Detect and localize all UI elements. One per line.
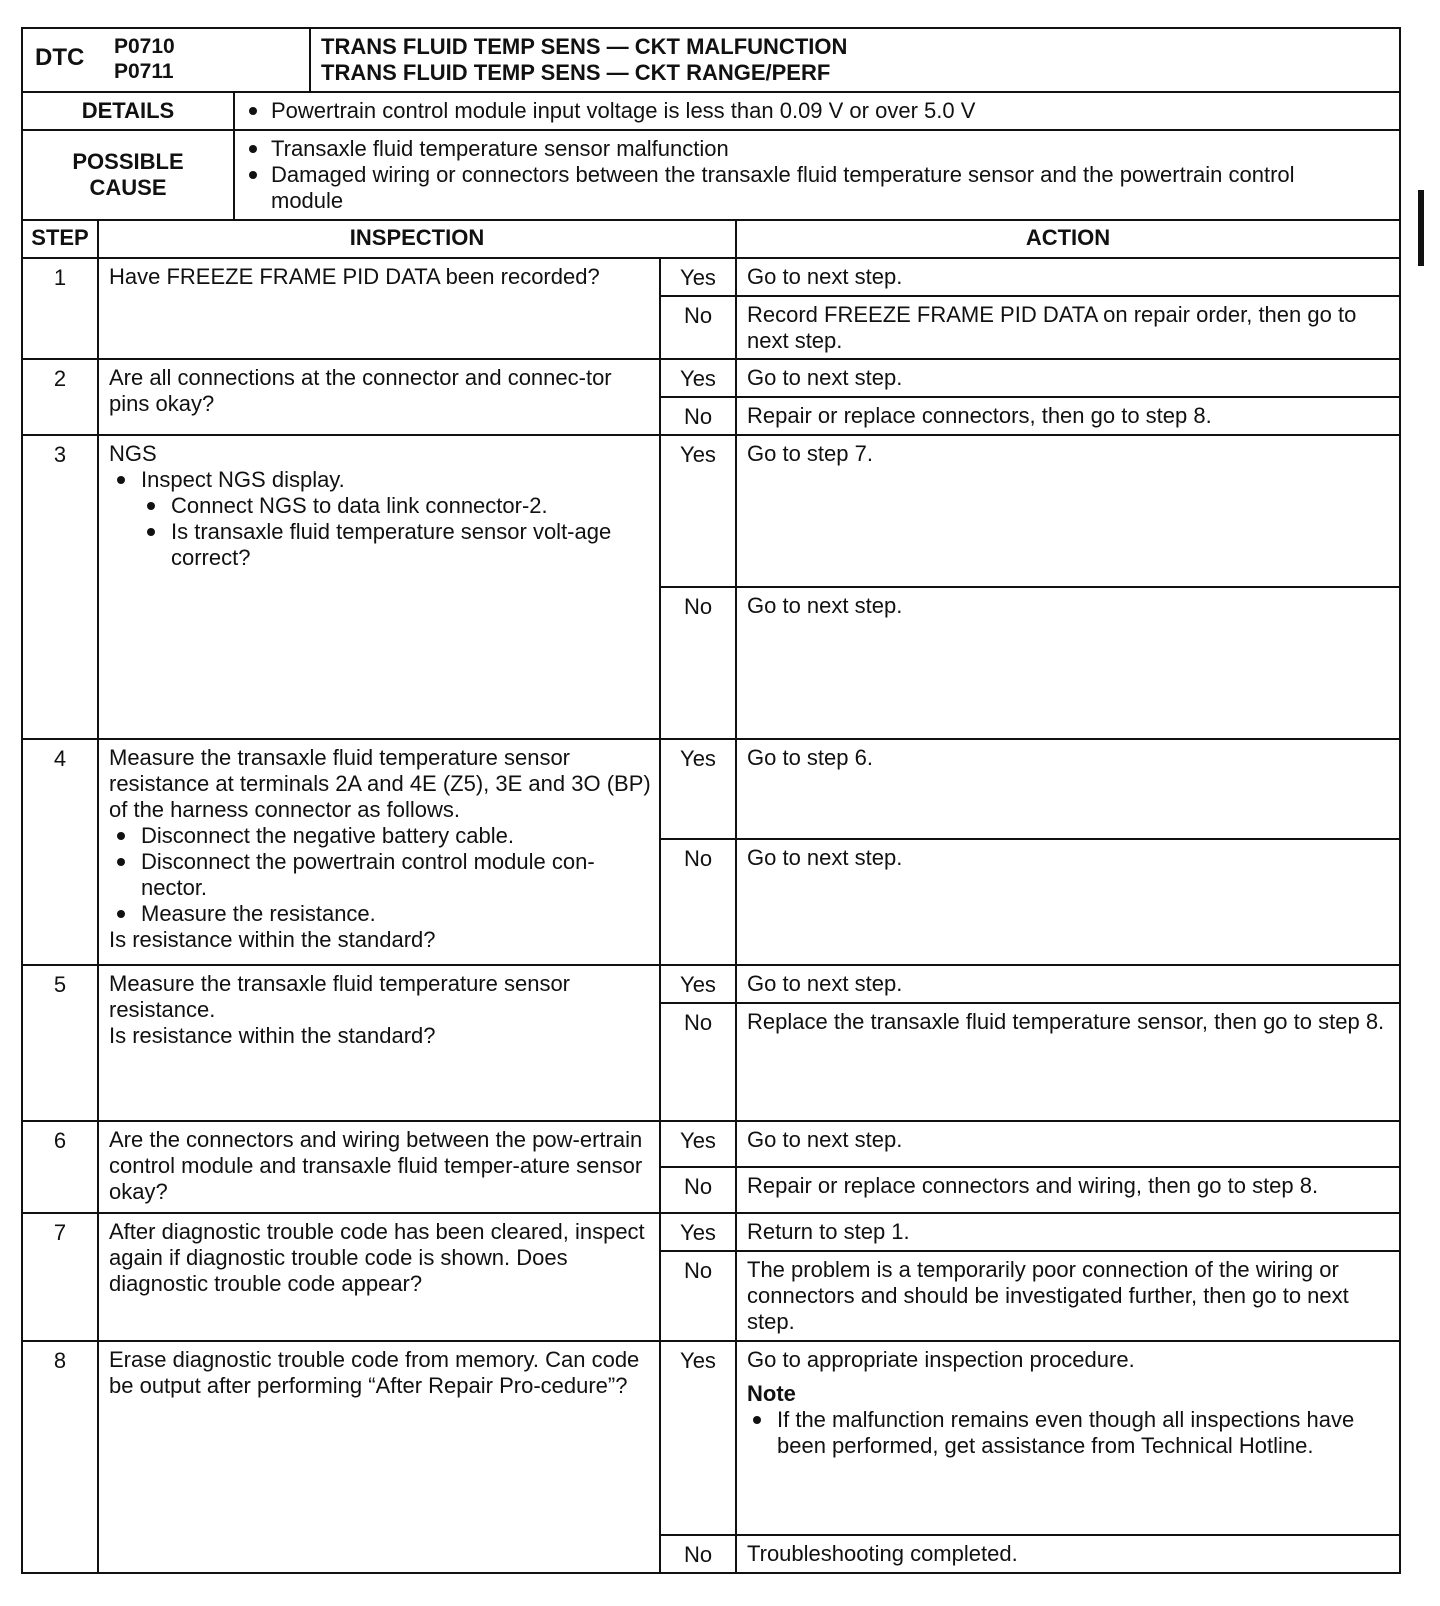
step-number: 3 [22, 435, 98, 739]
details-row [22, 92, 1400, 130]
yes-action: Go to next step. [736, 258, 1400, 296]
inspection-bullet: Inspect NGS display. [109, 467, 651, 493]
possible-cause-row [22, 130, 1400, 220]
no-label: No [660, 397, 736, 435]
inspection-bullet: Disconnect the negative battery cable. [109, 823, 651, 849]
no-action: Troubleshooting completed. [736, 1535, 1400, 1573]
step-number: 1 [22, 258, 98, 359]
step-number: 7 [22, 1213, 98, 1341]
inspection-question: Is resistance within the standard? [109, 1023, 436, 1048]
step-number: 2 [22, 359, 98, 435]
yes-action-text: Go to appropriate inspection procedure. [747, 1347, 1135, 1372]
possible-cause-item: Transaxle fluid temperature sensor malfunction [235, 136, 1359, 162]
details-item: Powertrain control module input voltage is less than 0.09 V or over 5.0 V [235, 98, 1399, 124]
steps-header-row [22, 220, 1400, 258]
possible-cause-item: Damaged wiring or connectors between the transaxle fluid temperature sensor and the powertrain control module [235, 162, 1359, 214]
no-action: The problem is a temporarily poor connection of the wiring or connectors and should be investigated further, then go to next step. [736, 1251, 1400, 1341]
dtc-header-table [21, 27, 1401, 221]
dtc-titles [310, 28, 1400, 92]
possible-cause-label [22, 130, 234, 220]
possible-cause-content [234, 130, 1400, 220]
yes-label: Yes [660, 359, 736, 397]
possible-cause-label-line: POSSIBLE [72, 149, 184, 174]
yes-action: Go to step 6. [736, 739, 1400, 839]
step-row [22, 359, 1400, 397]
step-inspection: Have FREEZE FRAME PID DATA been recorded? [98, 258, 660, 359]
dtc-title: TRANS FLUID TEMP SENS — CKT MALFUNCTION [321, 34, 848, 59]
no-label: No [660, 296, 736, 359]
details-label: DETAILS [22, 92, 234, 130]
details-content [234, 92, 1400, 130]
yes-action [736, 1341, 1400, 1535]
no-action: Replace the transaxle fluid temperature sensor, then go to step 8. [736, 1003, 1400, 1121]
step-inspection: Erase diagnostic trouble code from memory. Can code be output after performing “After Repair Pro-cedure”? [98, 1341, 660, 1573]
no-label: No [660, 1167, 736, 1213]
dtc-title: TRANS FLUID TEMP SENS — CKT RANGE/PERF [321, 60, 831, 85]
steps-table [21, 219, 1401, 1574]
inspection-question: Is resistance within the standard? [109, 927, 436, 952]
step-inspection [98, 435, 660, 739]
section-tab-marker [1418, 190, 1424, 266]
note-item: If the malfunction remains even though all inspections have been performed, get assistance from Technical Hotline. [747, 1407, 1389, 1459]
no-label: No [660, 587, 736, 739]
no-action: Repair or replace connectors, then go to step 8. [736, 397, 1400, 435]
yes-label: Yes [660, 258, 736, 296]
inspection-column-header: INSPECTION [98, 220, 736, 258]
yes-action: Go to step 7. [736, 435, 1400, 587]
dtc-row [22, 28, 1400, 92]
step-number: 6 [22, 1121, 98, 1213]
inspection-intro: Measure the transaxle fluid temperature sensor resistance at terminals 2A and 4E (Z5), 3E and 3O (BP) of the harness connector as follows. [109, 745, 651, 822]
step-row [22, 1121, 1400, 1167]
step-number: 5 [22, 965, 98, 1121]
yes-action: Go to next step. [736, 359, 1400, 397]
inspection-intro: Measure the transaxle fluid temperature sensor resistance. [109, 971, 571, 1022]
dtc-code: P0711 [114, 60, 174, 83]
yes-label: Yes [660, 965, 736, 1003]
inspection-bullet: Disconnect the powertrain control module con-nector. [109, 849, 651, 901]
yes-label: Yes [660, 1341, 736, 1535]
step-number: 4 [22, 739, 98, 965]
no-label: No [660, 1251, 736, 1341]
inspection-title: NGS [109, 441, 157, 466]
step-row [22, 1213, 1400, 1251]
step-inspection: Are the connectors and wiring between the pow-ertrain control module and transaxle fluid temper-ature sensor okay? [98, 1121, 660, 1213]
step-row [22, 739, 1400, 839]
yes-label: Yes [660, 435, 736, 587]
yes-action: Return to step 1. [736, 1213, 1400, 1251]
inspection-subbullet: Is transaxle fluid temperature sensor volt-age correct? [109, 519, 651, 571]
dtc-codes [94, 28, 310, 92]
note-title: Note [747, 1381, 796, 1406]
step-inspection: Are all connections at the connector and connec-tor pins okay? [98, 359, 660, 435]
no-action: Go to next step. [736, 587, 1400, 739]
no-action: Go to next step. [736, 839, 1400, 965]
no-label: No [660, 1535, 736, 1573]
step-number: 8 [22, 1341, 98, 1573]
inspection-subbullet: Connect NGS to data link connector-2. [109, 493, 651, 519]
dtc-code: P0710 [114, 35, 175, 58]
yes-action: Go to next step. [736, 1121, 1400, 1167]
step-row [22, 965, 1400, 1003]
no-action: Repair or replace connectors and wiring, then go to step 8. [736, 1167, 1400, 1213]
step-column-header: STEP [22, 220, 98, 258]
step-inspection: After diagnostic trouble code has been cleared, inspect again if diagnostic trouble code is shown. Does diagnostic trouble code appear? [98, 1213, 660, 1341]
yes-action: Go to next step. [736, 965, 1400, 1003]
dtc-document [21, 27, 1401, 1574]
inspection-bullet: Measure the resistance. [109, 901, 651, 927]
yes-label: Yes [660, 1121, 736, 1167]
step-inspection [98, 739, 660, 965]
step-inspection [98, 965, 660, 1121]
yes-label: Yes [660, 739, 736, 839]
action-column-header: ACTION [736, 220, 1400, 258]
no-label: No [660, 839, 736, 965]
step-row [22, 1341, 1400, 1535]
step-row [22, 435, 1400, 587]
yes-label: Yes [660, 1213, 736, 1251]
possible-cause-label-line: CAUSE [89, 175, 167, 200]
no-action: Record FREEZE FRAME PID DATA on repair order, then go to next step. [736, 296, 1400, 359]
step-row [22, 258, 1400, 296]
no-label: No [660, 1003, 736, 1121]
dtc-label: DTC [22, 28, 94, 92]
